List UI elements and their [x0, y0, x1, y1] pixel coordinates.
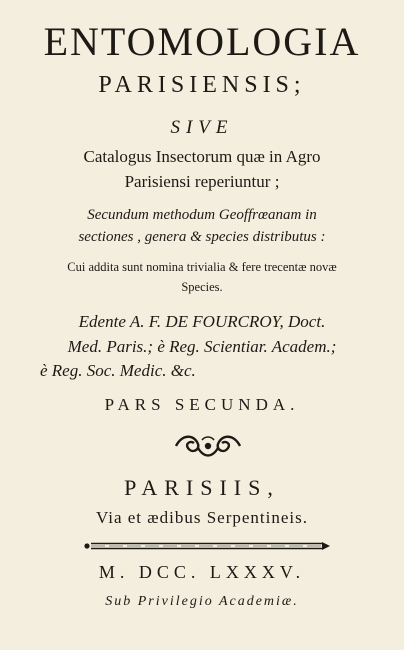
catalogus-line-1: Catalogus Insectorum quæ in Agro: [83, 147, 321, 166]
cui-line-1: Cui addita sunt nomina trivialia & fere trecentæ novæ: [67, 260, 337, 274]
sive-word: SIVE: [170, 117, 234, 138]
ornament-icon: [172, 430, 244, 462]
secundum-line-1: Secundum methodum Geoffrœanam in: [87, 207, 317, 223]
privilege-line: Sub Privilegio Academiæ.: [105, 594, 299, 609]
pars-secunda: PARS SECUNDA.: [104, 395, 300, 414]
publisher-address: Via et ædibus Serpentineis.: [95, 508, 308, 527]
book-title: ENTOMOLOGIA: [43, 19, 361, 64]
book-subtitle: PARISIENSIS;: [98, 72, 306, 98]
secundum-line-2: sectiones , genera & species distributus :: [78, 229, 326, 245]
decorative-rule: [82, 538, 332, 554]
edente-line-1: Edente A. F. DE FOURCROY, Doct.: [78, 312, 326, 331]
edente-line-3: è Reg. Soc. Medic. &c.: [40, 361, 196, 380]
cui-line-2: Species.: [181, 280, 223, 294]
publication-date: M. DCC. LXXXV.: [98, 562, 306, 582]
edente-line-2: Med. Paris.; è Reg. Scientiar. Academ.;: [67, 337, 337, 356]
catalogus-line-2: Parisiensi reperiuntur ;: [124, 172, 280, 191]
place-of-publication: PARISIIS,: [124, 475, 280, 500]
